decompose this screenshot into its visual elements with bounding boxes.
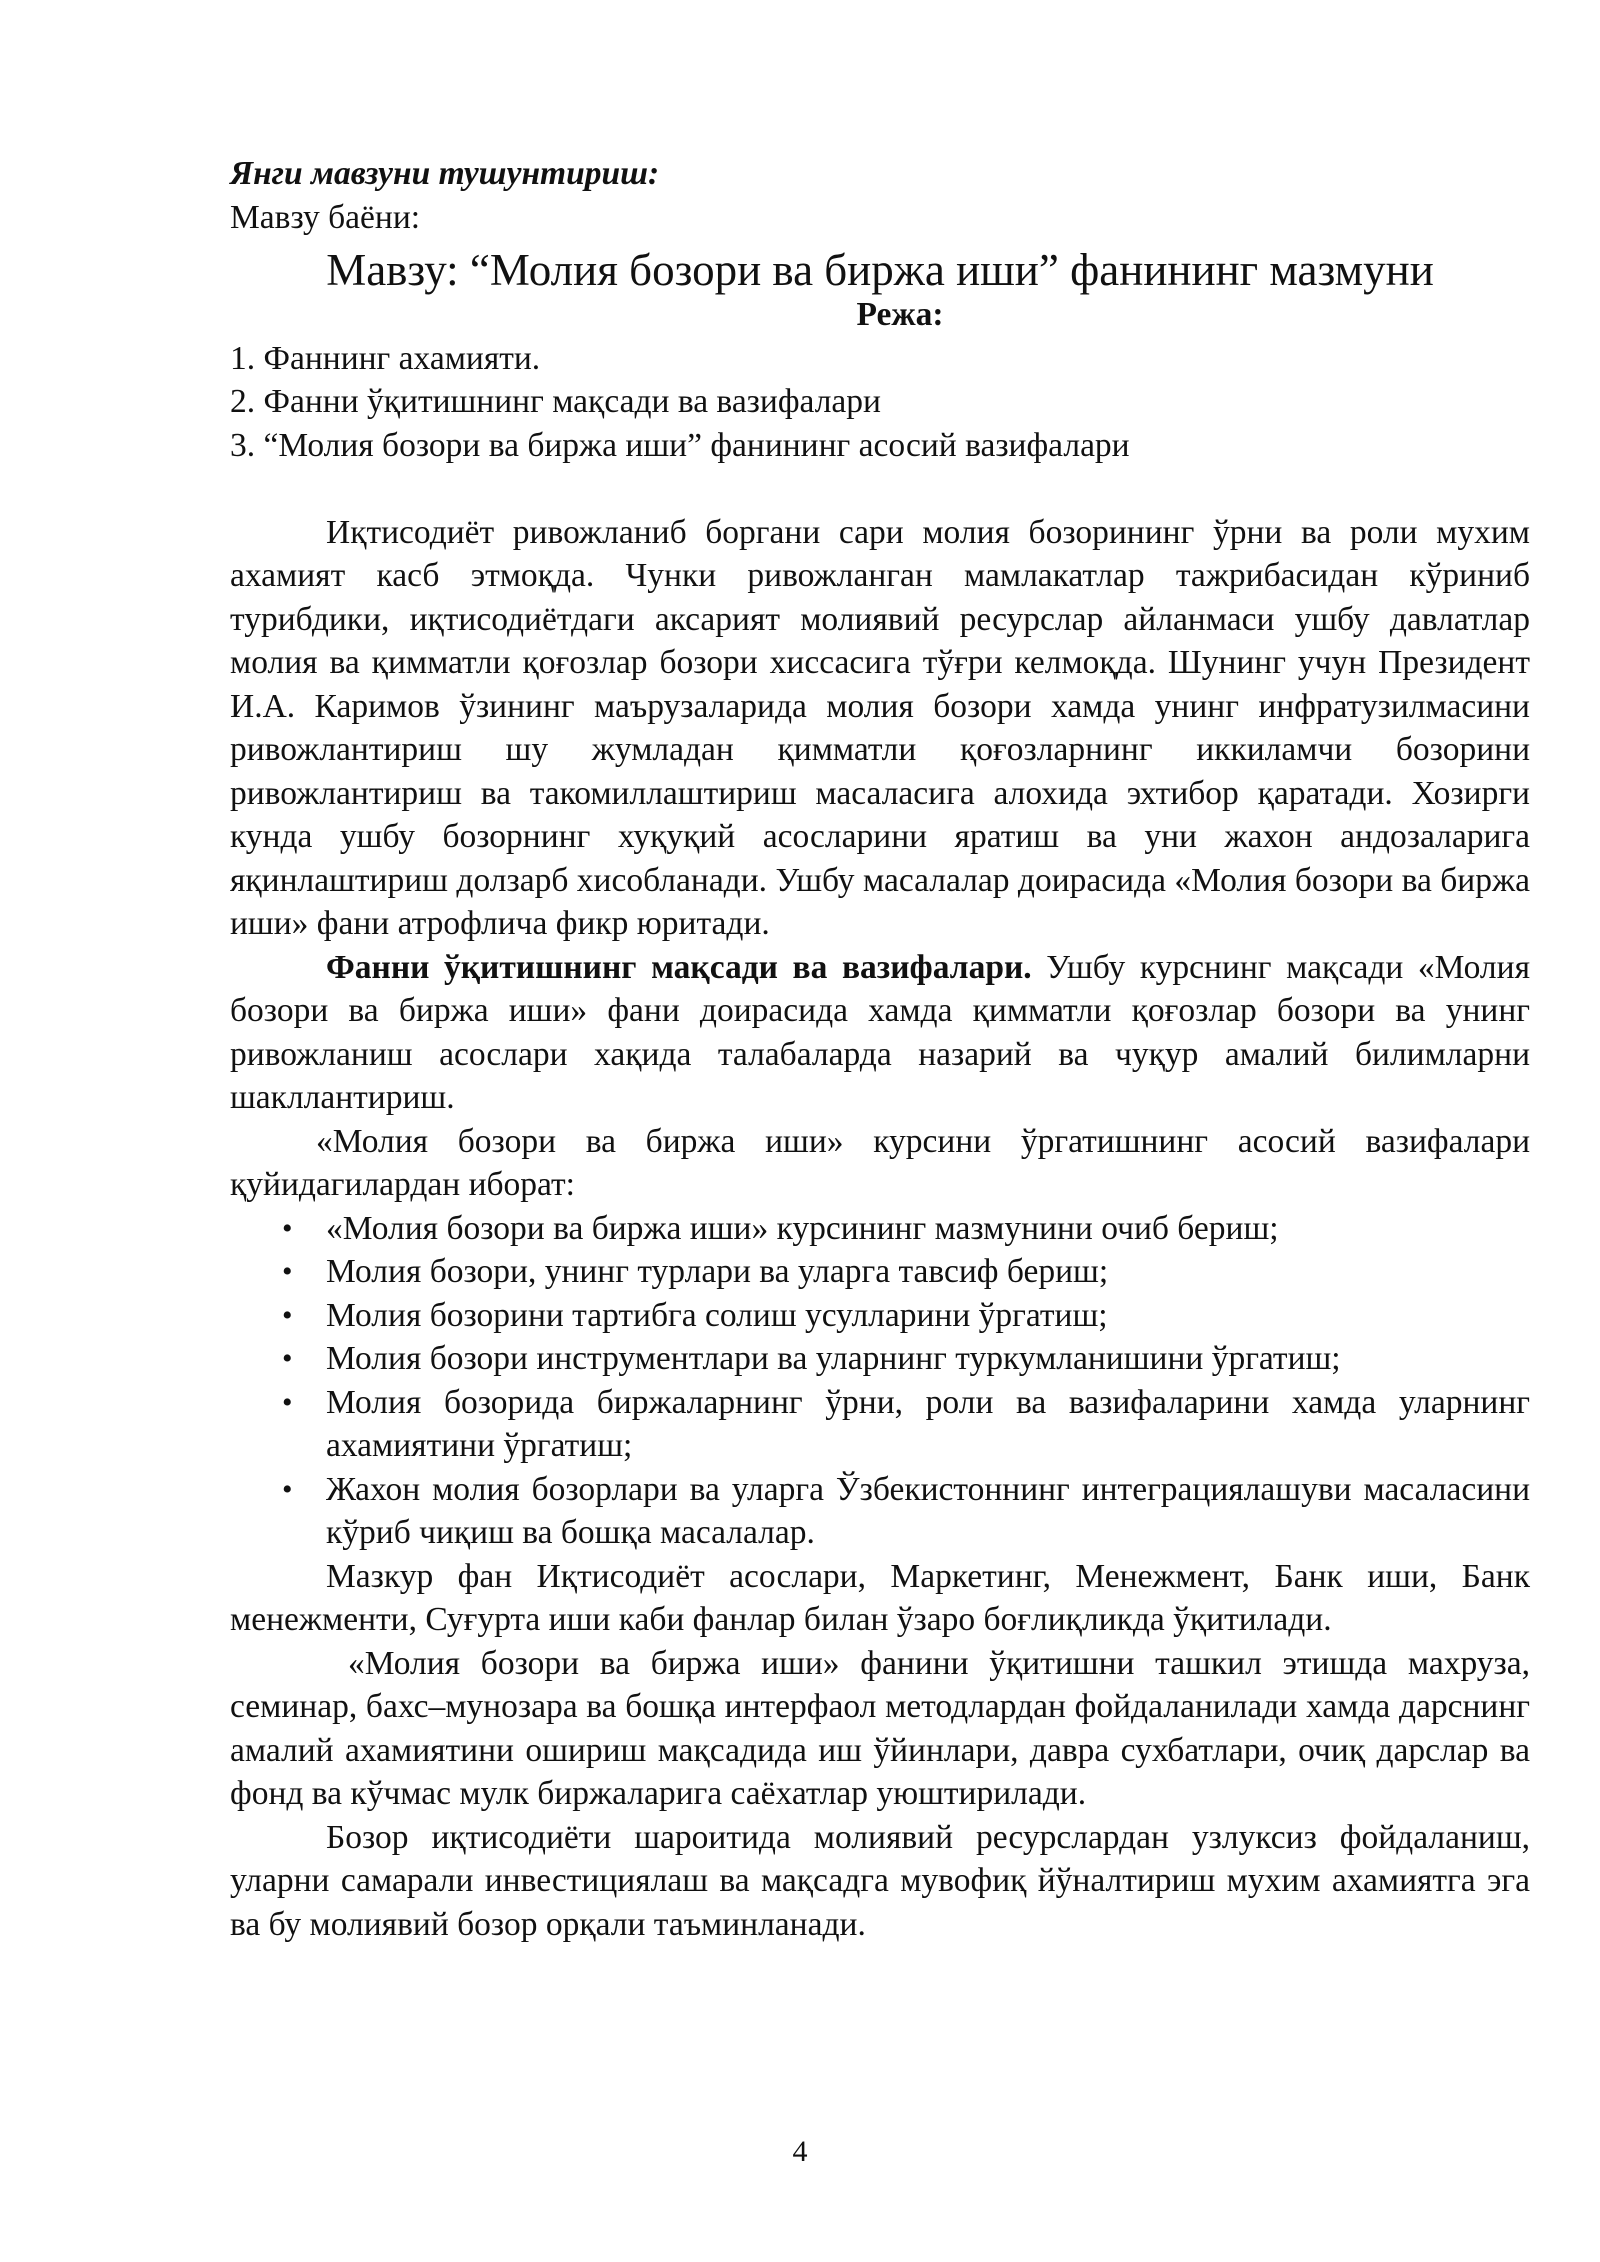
list-item	[230, 1250, 1530, 1294]
topic-label: Мавзу баёни:	[230, 198, 421, 236]
goals-heading: Фанни ўқитишнинг мақсади ва вазифалари.	[326, 948, 1032, 986]
document-title: Мавзу: “Молия бозори ва биржа иши” фанининг мазмуни	[326, 245, 1434, 295]
paragraph-tasks-intro: «Молия бозори ва биржа иши» курсини ўргатишнинг асосий вазифалари қуйидагилардан иборат:	[230, 1122, 1530, 1203]
bullet-icon: •	[282, 1385, 293, 1419]
list-item	[230, 1337, 1530, 1381]
plan-list	[230, 337, 1530, 468]
bullet-icon: •	[282, 1472, 293, 1506]
paragraph-related-subjects: Мазкур фан Иқтисодиёт асослари, Маркетинг, Менежмент, Банк иши, Банк менежменти, Суғурта иши каби фанлар билан ўзаро боғлиқликда ўқитилади.	[230, 1557, 1530, 1638]
bullet-icon: •	[282, 1255, 293, 1288]
plan-heading: Режа:	[856, 296, 944, 333]
plan-item: 1. Фаннинг ахамияти.	[230, 339, 541, 377]
plan-item: 3. “Молия бозори ва биржа иши” фанининг асосий вазифалари	[230, 426, 1130, 464]
intro-heading: Янги мавзуни тушунтириш:	[230, 155, 660, 192]
list-item-text: Жахон молия бозорлари ва уларга Ўзбекистоннинг интеграциялашуви масаласини кўриб чиқиш ва бошқа масалалар.	[326, 1470, 1530, 1551]
goals-text: Ушбу курснинг мақсади «Молия бозори ва биржа иши» фани доирасида хамда қимматли қоғозлар бозори ва унинг ривожланиш асослари хақида талабаларда назарий ва чуқур амалий билимларни шакллантириш.	[230, 948, 1530, 1116]
paragraph-importance: Иқтисодиёт ривожланиб боргани сари молия бозорининг ўрни ва роли мухим ахамият касб этмоқда. Чунки ривожланган мамлакатлар тажрибасидан кўриниб турибдики, иқтисодиётдаги аксарият молиявий ресурслар айланмаси ушбу давлатлар молия ва қимматли қоғозлар бозори хиссасига тўғри келмоқда. Шунинг учун Президент И.А. Каримов ўзининг маърузаларида молия бозори хамда унинг инфратузилмасини ривожлантириш шу жумладан қимматли қоғозларнинг иккиламчи бозорини ривожлантириш ва такомиллаштириш масаласига алохида эхтибор қаратади. Хозирги кунда ушбу бозорнинг хуқуқий асосларини яратиш ва уни жахон андозаларига яқинлаштириш долзарб хисобланади. Ушбу масалалар доирасида «Молия бозори ва биржа иши» фани атрофлича фикр юритади.	[230, 513, 1530, 942]
bullet-icon: •	[282, 1342, 293, 1375]
bullet-icon: •	[282, 1298, 293, 1332]
paragraph-goals	[230, 946, 1530, 1120]
list-item-text: Молия бозорида биржаларнинг ўрни, роли ва вазифаларини хамда уларнинг ахамиятини ўргатиш;	[326, 1383, 1530, 1464]
list-item	[230, 1381, 1530, 1468]
paragraph-teaching-methods: «Молия бозори ва биржа иши» фанини ўқитишни ташкил этишда махруза, семинар, бахс–мунозара ва бошқа интерфаол методлардан фойдаланилади хамда дарснинг амалий ахамиятини ошириш мақсадида иш ўйинлари, давра сухбатлари, очиқ дарслар ва фонд ва кўчмас мулк биржаларига саёхатлар уюштирилади.	[230, 1644, 1530, 1812]
list-item-text: Молия бозори, унинг турлари ва уларга тавсиф бериш;	[326, 1253, 1109, 1290]
list-item	[230, 1468, 1530, 1555]
list-item-text: «Молия бозори ва биржа иши» курсининг мазмунини очиб бериш;	[326, 1209, 1279, 1247]
list-item	[230, 1294, 1530, 1338]
page-number: 4	[792, 2135, 808, 2168]
document-page	[230, 152, 1530, 1946]
list-item-text: Молия бозорини тартибга солиш усулларини ўргатиш;	[326, 1296, 1108, 1334]
list-item-text: Молия бозори инструментлари ва уларнинг туркумланишини ўргатиш;	[326, 1340, 1341, 1377]
tasks-list	[230, 1207, 1530, 1555]
bullet-icon: •	[282, 1211, 293, 1245]
paragraph-market-economy: Бозор иқтисодиёти шароитида молиявий ресурслардан узлуксиз фойдаланиш, уларни самарали инвестициялаш ва мақсадга мувофиқ йўналтириш мухим ахамиятга эга ва бу молиявий бозор орқали таъминланади.	[230, 1818, 1530, 1943]
blank-line	[230, 467, 1530, 511]
plan-item: 2. Фанни ўқитишнинг мақсади ва вазифалари	[230, 383, 881, 420]
list-item	[230, 1207, 1530, 1251]
